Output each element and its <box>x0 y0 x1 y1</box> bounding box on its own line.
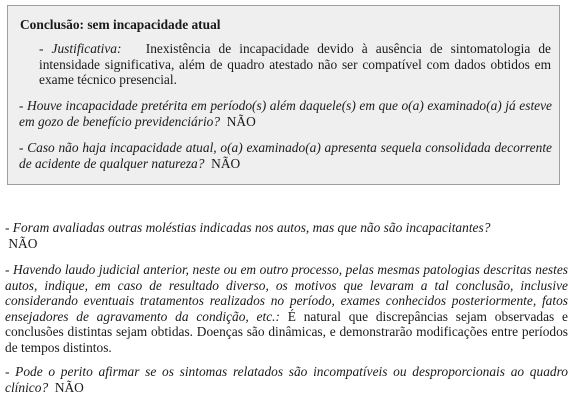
question-text: - Foram avaliadas outras moléstias indicadas nos autos, mas que não são incapacitantes? <box>5 220 491 235</box>
answer-text: NÃO <box>226 113 256 129</box>
question-text: - Pode o perito afirmar se os sintomas relatados são incompatíveis ou desproporcionais ao quadro clínico? <box>5 364 568 395</box>
question-text: - Houve incapacidade pretérita em período(s) além daquele(s) em que o(a) examinado(a) já esteve em gozo de benefício previdenciário? <box>19 98 552 129</box>
answer-text: NÃO <box>54 379 84 395</box>
answer-text: É natural que discrepâncias sejam observadas e conclusões distintas sejam obtidas. Doenças são dinâmicas, e demonstrarão modificações entre períodos de tempos distintos. <box>5 308 568 355</box>
justification-text: Inexistência de incapacidade devido à ausência de sintomatologia de intensidade significativa, além de quadro atestado não ser compatível com dados obtidos em exame técnico presencial. <box>39 41 551 87</box>
question-text: - Havendo laudo judicial anterior, neste ou em outro processo, pelas mesmas patologias descritas nestes autos, indique, em caso de resultado diverso, os motivos que levaram a tal conclusão, inclusive considerando eventuais tratamentos realizados no período, exames conhecidos posteriormente, fatos ensejadores de agravamento da condição, etc.: <box>5 262 568 324</box>
conclusion-box <box>7 5 560 185</box>
answer-text: NÃO <box>211 155 241 171</box>
question-symptom-compatibility <box>5 364 568 395</box>
justification-paragraph <box>39 41 551 88</box>
question-sequela <box>19 140 552 171</box>
question-previous-report <box>5 262 568 355</box>
answer-text: NÃO <box>8 235 38 251</box>
question-other-illnesses <box>5 220 568 251</box>
justification-label: - Justificativa: <box>39 41 122 56</box>
question-text: - Caso não haja incapacidade atual, o(a) examinado(a) apresenta sequela consolidada decorrente de acidente de qualquer natureza? <box>19 140 552 171</box>
question-prior-incapacity <box>19 98 552 129</box>
conclusion-title: Conclusão: sem incapacidade atual <box>20 17 221 32</box>
